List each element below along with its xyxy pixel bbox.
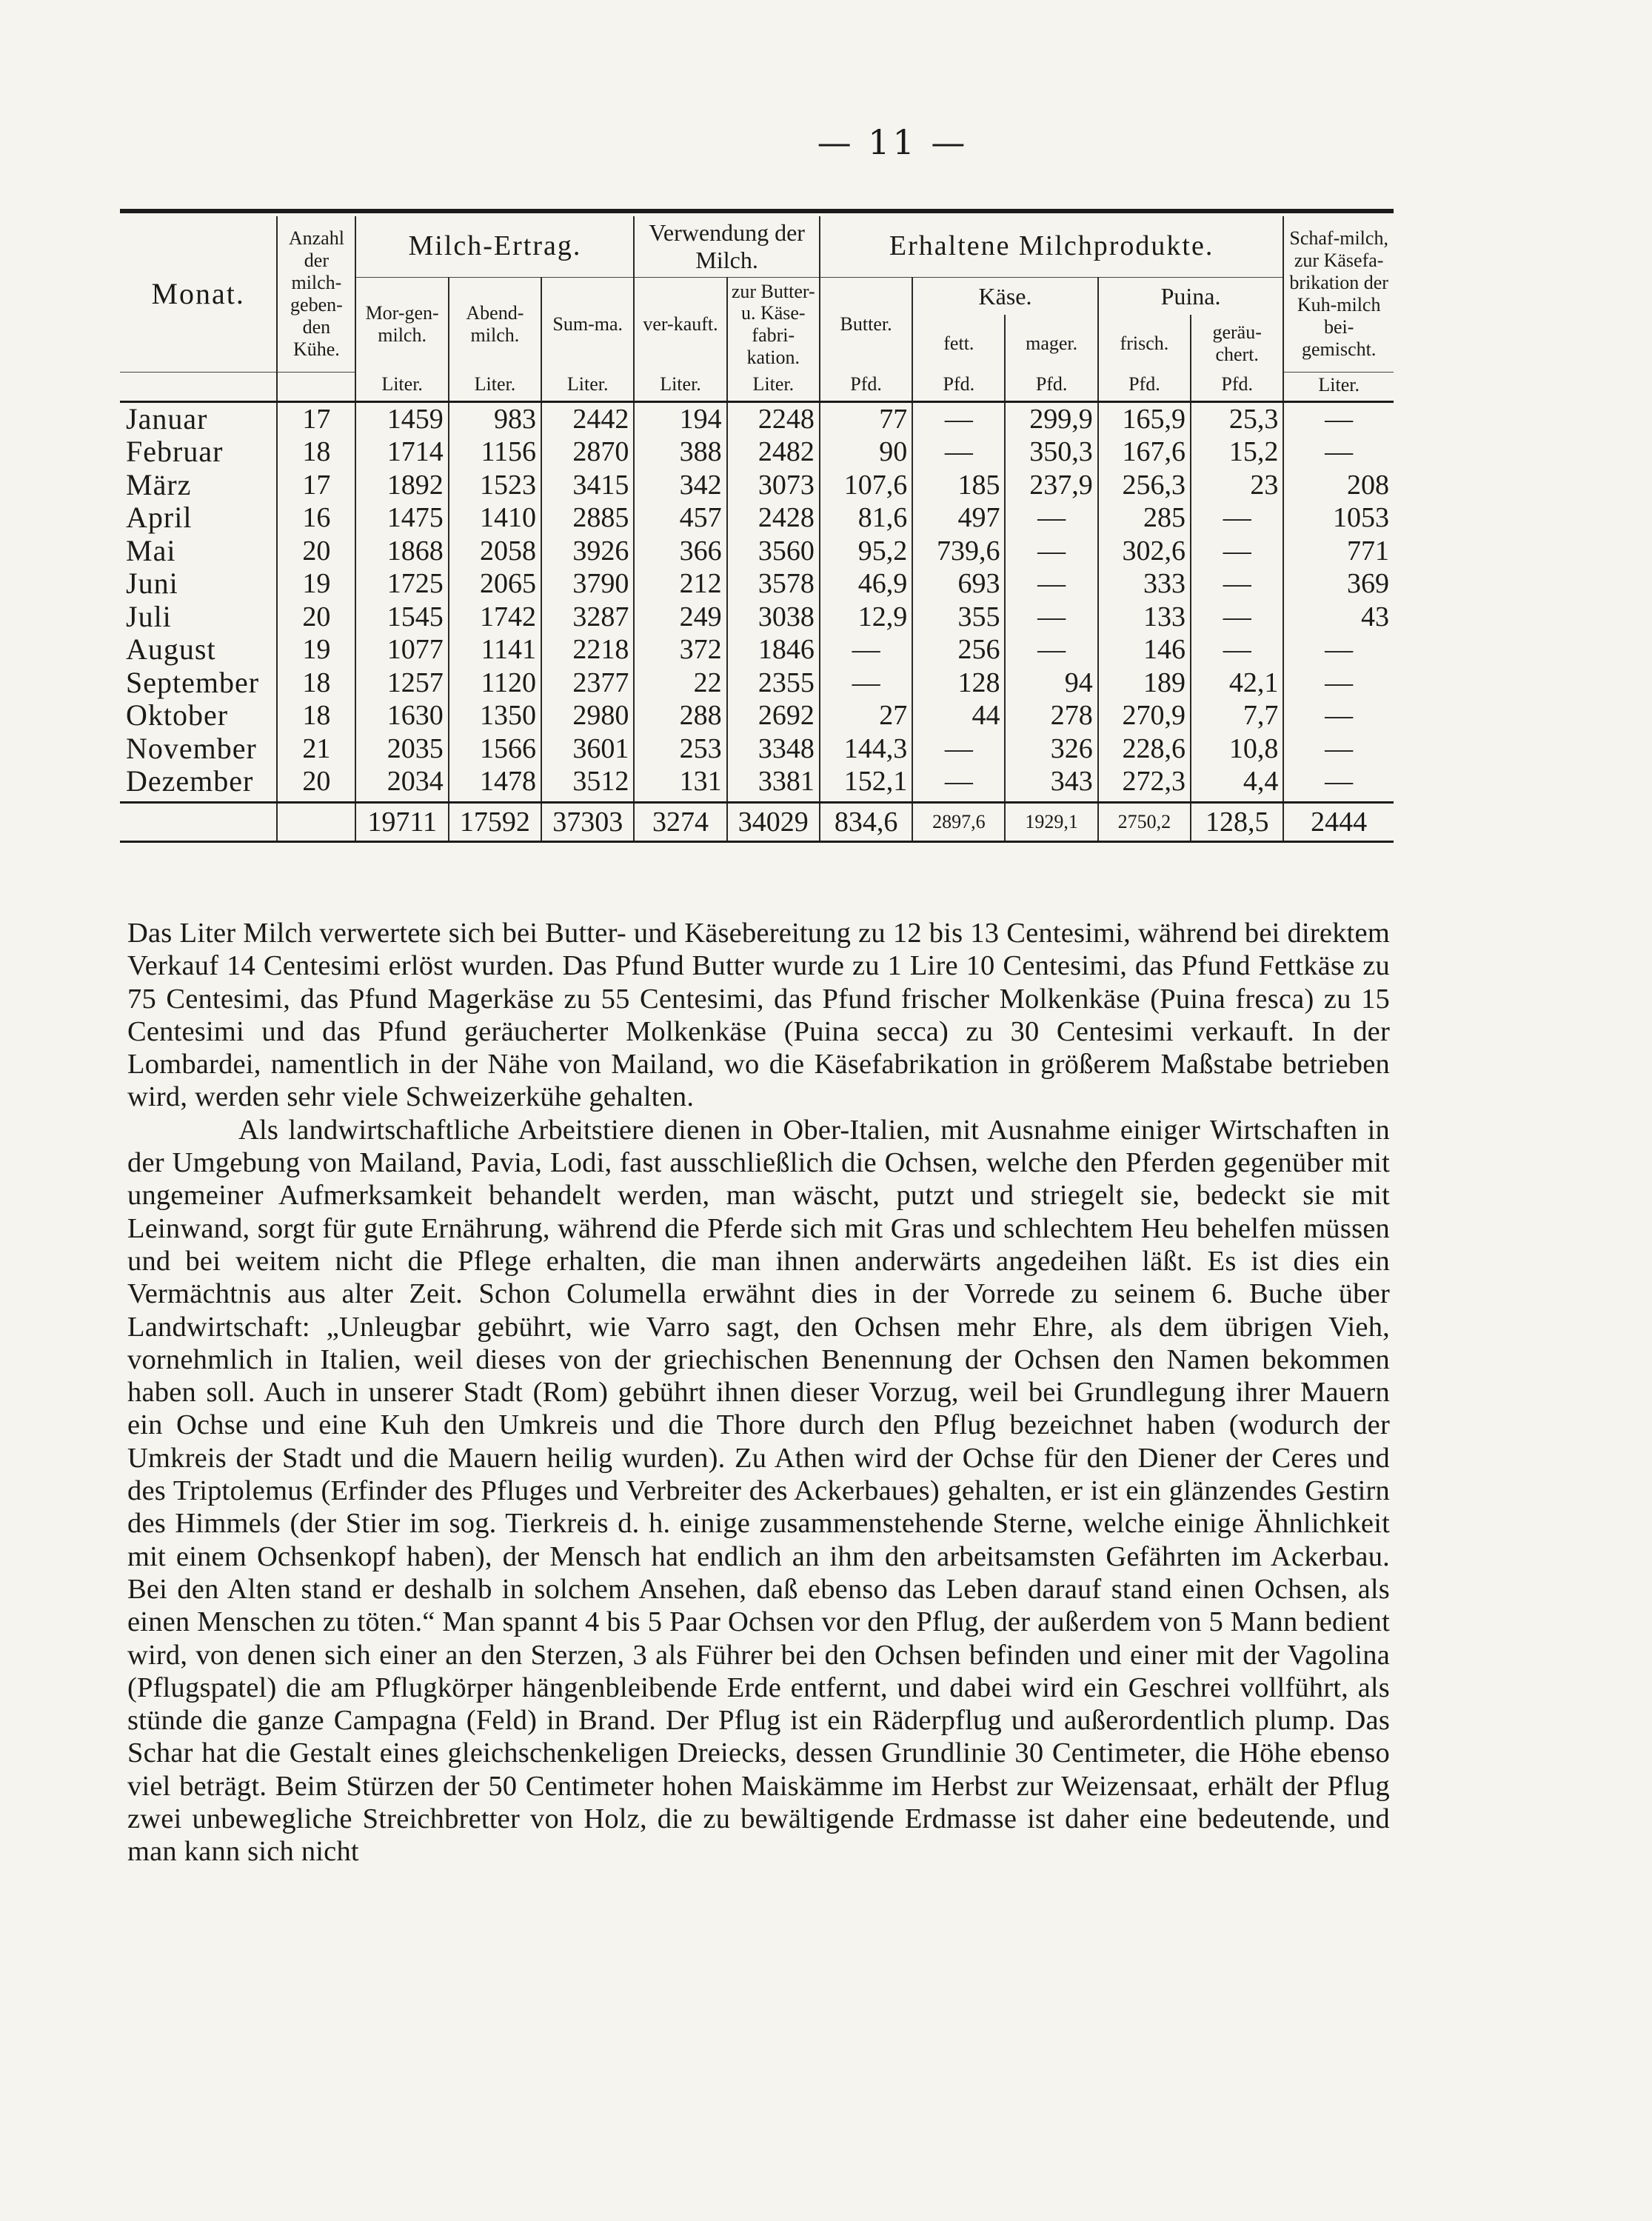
- cell-morgen: 1725: [355, 567, 448, 601]
- body-text: [127, 917, 1390, 1868]
- header-morgenmilch: Mor-gen-milch.: [355, 277, 448, 372]
- cell-geraeuchert: 25,3: [1191, 401, 1283, 435]
- cell-frisch: 167,6: [1098, 435, 1191, 469]
- cell-morgen: 1077: [355, 633, 448, 667]
- header-abendmilch: Abend-milch.: [449, 277, 541, 372]
- unit-zur-butter: Liter.: [727, 372, 820, 401]
- cell-geraeuchert: —: [1191, 535, 1283, 568]
- cell-monat: Juli: [126, 599, 172, 633]
- cell-frisch: 228,6: [1098, 732, 1191, 766]
- cell-butter-kaese: 2482: [727, 435, 820, 469]
- table-row: [120, 667, 1394, 700]
- table-row: [120, 732, 1394, 766]
- cell-butter-kaese: 2248: [727, 401, 820, 435]
- milk-production-table: [120, 216, 1394, 843]
- header-schafmilch: Schaf-milch, zur Käsefa-brikation der Kuh-milch bei-gemischt.: [1283, 216, 1394, 372]
- cell-frisch: 256,3: [1098, 469, 1191, 502]
- cell-summa: 2885: [541, 501, 634, 535]
- cell-frisch: 302,6: [1098, 535, 1191, 568]
- cell-kuehe: 20: [277, 535, 355, 568]
- cell-verkauft: 372: [634, 633, 726, 667]
- cell-monat: März: [126, 467, 192, 501]
- cell-frisch: 285: [1098, 501, 1191, 535]
- cell-geraeuchert: 7,7: [1191, 699, 1283, 732]
- cell-fett: 44: [912, 699, 1005, 732]
- header-fett: fett.: [912, 315, 1005, 372]
- cell-frisch: 133: [1098, 601, 1191, 634]
- cell-summa: 3601: [541, 732, 634, 766]
- cell-kuehe: 19: [277, 567, 355, 601]
- cell-verkauft: 253: [634, 732, 726, 766]
- cell-abend: 1742: [449, 601, 541, 634]
- table-body: [120, 401, 1394, 802]
- cell-abend: 1350: [449, 699, 541, 732]
- unit-abend: Liter.: [449, 372, 541, 401]
- cell-fett: 128: [912, 667, 1005, 700]
- cell-frisch: 270,9: [1098, 699, 1191, 732]
- cell-abend: 1141: [449, 633, 541, 667]
- header-milch-ertrag: Milch-Ertrag.: [355, 216, 634, 277]
- cell-morgen: 2034: [355, 765, 448, 802]
- cell-monat: Februar: [126, 435, 224, 469]
- cell-verkauft: 249: [634, 601, 726, 634]
- cell-verkauft: 22: [634, 667, 726, 700]
- cell-monat: April: [126, 501, 193, 535]
- table-row: [120, 401, 1394, 435]
- cell-mager: 237,9: [1005, 469, 1097, 502]
- table-row: [120, 469, 1394, 502]
- cell-butter: 90: [820, 435, 912, 469]
- cell-verkauft: 131: [634, 765, 726, 802]
- cell-butter-kaese: 3348: [727, 732, 820, 766]
- cell-butter: 27: [820, 699, 912, 732]
- cell-fett: 355: [912, 601, 1005, 634]
- cell-geraeuchert: 23: [1191, 469, 1283, 502]
- table-row: [120, 535, 1394, 568]
- table-row: [120, 601, 1394, 634]
- total-butter: 834,6: [820, 802, 912, 841]
- cell-abend: 1410: [449, 501, 541, 535]
- cell-monat: Mai: [126, 533, 176, 567]
- cell-morgen: 1868: [355, 535, 448, 568]
- cell-mager: 350,3: [1005, 435, 1097, 469]
- total-verkauft: 3274: [634, 802, 726, 841]
- cell-kuehe: 18: [277, 699, 355, 732]
- cell-schaf: —: [1283, 401, 1394, 435]
- cell-monat: November: [126, 731, 257, 765]
- totals-row: [120, 802, 1394, 841]
- cell-butter-kaese: 2428: [727, 501, 820, 535]
- cell-schaf: —: [1283, 699, 1394, 732]
- table-row: [120, 435, 1394, 469]
- cell-schaf: —: [1283, 732, 1394, 766]
- total-frisch: 2750,2: [1098, 802, 1191, 841]
- unit-geraeuchert: Pfd.: [1191, 372, 1283, 401]
- cell-geraeuchert: —: [1191, 501, 1283, 535]
- cell-morgen: 1630: [355, 699, 448, 732]
- header-butter: Butter.: [820, 277, 912, 372]
- total-mager: 1929,1: [1005, 802, 1097, 841]
- total-schaf: 2444: [1283, 802, 1394, 841]
- cell-mager: —: [1005, 501, 1097, 535]
- unit-morgen: Liter.: [355, 372, 448, 401]
- cell-morgen: 2035: [355, 732, 448, 766]
- top-rule: [120, 209, 1394, 213]
- cell-abend: 1156: [449, 435, 541, 469]
- cell-kuehe: 18: [277, 435, 355, 469]
- cell-butter: 81,6: [820, 501, 912, 535]
- cell-morgen: 1459: [355, 401, 448, 435]
- cell-butter-kaese: 3578: [727, 567, 820, 601]
- cell-schaf: 771: [1283, 535, 1394, 568]
- header-kaese: Käse.: [912, 277, 1098, 315]
- cell-butter-kaese: 3073: [727, 469, 820, 502]
- cell-geraeuchert: 42,1: [1191, 667, 1283, 700]
- cell-verkauft: 388: [634, 435, 726, 469]
- cell-schaf: —: [1283, 765, 1394, 802]
- cell-frisch: 165,9: [1098, 401, 1191, 435]
- header-summa: Sum-ma.: [541, 277, 634, 372]
- cell-geraeuchert: —: [1191, 567, 1283, 601]
- cell-frisch: 189: [1098, 667, 1191, 700]
- cell-abend: 983: [449, 401, 541, 435]
- header-anzahl-kuehe: Anzahl der milch-geben-den Kühe.: [277, 216, 355, 372]
- unit-schaf: Liter.: [1283, 372, 1394, 401]
- header-monat: Monat.: [120, 216, 277, 372]
- cell-kuehe: 19: [277, 633, 355, 667]
- cell-summa: 3790: [541, 567, 634, 601]
- total-butter-kaese: 34029: [727, 802, 820, 841]
- header-verkauft: ver-kauft.: [634, 277, 726, 372]
- cell-kuehe: 17: [277, 401, 355, 435]
- cell-verkauft: 366: [634, 535, 726, 568]
- cell-abend: 2058: [449, 535, 541, 568]
- cell-verkauft: 342: [634, 469, 726, 502]
- cell-schaf: —: [1283, 435, 1394, 469]
- cell-schaf: —: [1283, 667, 1394, 700]
- total-fett: 2897,6: [912, 802, 1005, 841]
- cell-verkauft: 288: [634, 699, 726, 732]
- cell-butter: —: [820, 667, 912, 700]
- cell-fett: 256: [912, 633, 1005, 667]
- cell-verkauft: 194: [634, 401, 726, 435]
- cell-summa: 3512: [541, 765, 634, 802]
- cell-verkauft: 212: [634, 567, 726, 601]
- cell-butter-kaese: 2355: [727, 667, 820, 700]
- header-zur-butter-kaese: zur Butter- u. Käse-fabri-kation.: [727, 277, 820, 372]
- cell-frisch: 146: [1098, 633, 1191, 667]
- cell-monat: Oktober: [126, 698, 229, 732]
- total-morgen: 19711: [355, 802, 448, 841]
- cell-butter: 46,9: [820, 567, 912, 601]
- cell-kuehe: 16: [277, 501, 355, 535]
- header-verwendung: Verwendung der Milch.: [634, 216, 820, 277]
- cell-fett: 185: [912, 469, 1005, 502]
- cell-monat: September: [126, 665, 260, 699]
- cell-butter-kaese: 2692: [727, 699, 820, 732]
- cell-fett: —: [912, 732, 1005, 766]
- cell-summa: 2218: [541, 633, 634, 667]
- cell-summa: 3415: [541, 469, 634, 502]
- cell-monat: Januar: [126, 401, 208, 435]
- cell-geraeuchert: —: [1191, 633, 1283, 667]
- cell-mager: 278: [1005, 699, 1097, 732]
- total-summa: 37303: [541, 802, 634, 841]
- cell-mager: —: [1005, 535, 1097, 568]
- cell-summa: 3287: [541, 601, 634, 634]
- cell-summa: 3926: [541, 535, 634, 568]
- cell-fett: 497: [912, 501, 1005, 535]
- header-geraeuchert: geräu-chert.: [1191, 315, 1283, 372]
- table-row: [120, 633, 1394, 667]
- cell-verkauft: 457: [634, 501, 726, 535]
- total-abend: 17592: [449, 802, 541, 841]
- cell-butter: —: [820, 633, 912, 667]
- header-puina: Puina.: [1098, 277, 1284, 315]
- cell-mager: —: [1005, 633, 1097, 667]
- cell-mager: 94: [1005, 667, 1097, 700]
- unit-fett: Pfd.: [912, 372, 1005, 401]
- paragraph: Das Liter Milch verwertete sich bei Butter- und Käsebereitung zu 12 bis 13 Centesimi, während bei direktem Verkauf 14 Centesimi erlöst wurden. Das Pfund Butter wurde zu 1 Lire 10 Centesimi, das Pfund Fettkäse zu 75 Centesimi, das Pfund Magerkäse zu 55 Centesimi, das Pfund frischer Molkenkäse (Puina fresca) zu 15 Centesimi und das Pfund geräucherter Molkenkäse (Puina secca) zu 30 Centesimi verkauft. In der Lombardei, namentlich in der Nähe von Mailand, wo die Käsefabrikation in größerem Maßstabe betrieben wird, werden sehr viele Schweizerkühe gehalten.: [127, 918, 1390, 1113]
- cell-butter: 12,9: [820, 601, 912, 634]
- table-row: [120, 699, 1394, 732]
- cell-butter: 107,6: [820, 469, 912, 502]
- cell-kuehe: 17: [277, 469, 355, 502]
- cell-mager: —: [1005, 601, 1097, 634]
- cell-kuehe: 20: [277, 601, 355, 634]
- cell-butter-kaese: 3560: [727, 535, 820, 568]
- page-number: — 11 —: [817, 122, 969, 162]
- cell-frisch: 333: [1098, 567, 1191, 601]
- cell-schaf: 1053: [1283, 501, 1394, 535]
- cell-mager: —: [1005, 567, 1097, 601]
- header-erhaltene-milchprodukte: Erhaltene Milchprodukte.: [820, 216, 1283, 277]
- cell-summa: 2980: [541, 699, 634, 732]
- cell-schaf: 208: [1283, 469, 1394, 502]
- cell-schaf: —: [1283, 633, 1394, 667]
- cell-butter-kaese: 3038: [727, 601, 820, 634]
- cell-butter-kaese: 3381: [727, 765, 820, 802]
- cell-geraeuchert: 15,2: [1191, 435, 1283, 469]
- cell-morgen: 1475: [355, 501, 448, 535]
- cell-fett: 693: [912, 567, 1005, 601]
- cell-schaf: 43: [1283, 601, 1394, 634]
- table-row: [120, 765, 1394, 802]
- cell-abend: 1566: [449, 732, 541, 766]
- unit-frisch: Pfd.: [1098, 372, 1191, 401]
- cell-geraeuchert: —: [1191, 601, 1283, 634]
- cell-kuehe: 18: [277, 667, 355, 700]
- cell-butter: 95,2: [820, 535, 912, 568]
- table-row: [120, 501, 1394, 535]
- cell-abend: 1523: [449, 469, 541, 502]
- unit-butter: Pfd.: [820, 372, 912, 401]
- cell-kuehe: 21: [277, 732, 355, 766]
- cell-butter: 152,1: [820, 765, 912, 802]
- cell-fett: —: [912, 401, 1005, 435]
- header-frisch: frisch.: [1098, 315, 1191, 372]
- cell-mager: 343: [1005, 765, 1097, 802]
- paragraph: Als landwirtschaftliche Arbeitstiere dienen in Ober-Italien, mit Ausnahme einiger Wirtschaften in der Umgebung von Mailand, Pavia, Lodi, fast ausschließlich die Ochsen, welche den Pferden gegenüber mit ungemeiner Aufmerksamkeit behandelt werden, man wäscht, putzt und striegelt sie, bedeckt sie mit Leinwand, sorgt für gute Ernährung, während die Pferde sich mit Gras und schlechtem Heu behelfen müssen und bei weitem nicht die Pflege erhalten, die man ihnen anderwärts angedeihen läßt. Es ist dies ein Vermächtnis aus alter Zeit. Schon Columella erwähnt dies in der Vorrede zu seinem 6. Buche über Landwirtschaft: „Unleugbar gebührt, wie Varro sagt, den Ochsen mehr Ehre, als dem übrigen Vieh, vornehmlich in Italien, weil dieses von der griechischen Benennung der Ochsen den Namen bekommen haben soll. Auch in unserer Stadt (Rom) gebührt ihnen dieser Vorzug, weil bei Grundlegung ihrer Mauern ein Ochse und eine Kuh den Umkreis und die Thore durch den Pflug bezeichnet haben (wodurch der Umkreis der Stadt und die Mauern heilig wurden). Zu Athen wird der Ochse für den Diener der Ceres und des Triptolemus (Erfinder des Pfluges und Verbreiter des Ackerbaues) gehalten, er ist ein glänzendes Gestirn des Himmels (der Stier im sog. Tierkreis d. h. einige zusammenstehende Sterne, welche einige Ähnlichkeit mit einem Ochsenkopf haben), der Mensch hat endlich an ihm den arbeitsamsten Gefährten im Ackerbau. Bei den Alten stand er deshalb in solchem Ansehen, daß ebenso das Leben darauf stand einen Ochsen, als einen Menschen zu töten.“ Man spannt 4 bis 5 Paar Ochsen vor den Pflug, der außerdem von 5 Mann bedient wird, von denen sich einer an den Sterzen, 3 als Führer bei den Ochsen befinden und einer mit der Vagolina (Pflugspatel) die am Pflugkörper hängenbleibende Erde entfernt, und dabei wird ein Geschrei vollführt, als stünde die ganze Campagna (Feld) in Brand. Der Pflug ist ein Räderpflug und außerordentlich plump. Das Schar hat die Gestalt eines gleichschenkeligen Dreiecks, dessen Grundlinie 30 Centimeter, die Höhe ebenso viel beträgt. Beim Stürzen der 50 Centimeter hohen Maiskämme im Herbst zur Weizensaat, erhält der Pflug zwei unbewegliche Streichbretter von Holz, die zu bewältigende Erdmasse ist daher eine bedeutende, und man kann sich nicht: [127, 1114, 1390, 1868]
- cell-monat: Juni: [126, 567, 178, 601]
- cell-mager: 299,9: [1005, 401, 1097, 435]
- cell-kuehe: 20: [277, 765, 355, 802]
- cell-geraeuchert: 4,4: [1191, 765, 1283, 802]
- cell-morgen: 1714: [355, 435, 448, 469]
- unit-verkauft: Liter.: [634, 372, 726, 401]
- unit-summa: Liter.: [541, 372, 634, 401]
- cell-abend: 1120: [449, 667, 541, 700]
- total-geraeuchert: 128,5: [1191, 802, 1283, 841]
- cell-mager: 326: [1005, 732, 1097, 766]
- header-mager: mager.: [1005, 315, 1097, 372]
- cell-frisch: 272,3: [1098, 765, 1191, 802]
- cell-monat: Dezember: [126, 764, 254, 798]
- cell-butter-kaese: 1846: [727, 633, 820, 667]
- cell-geraeuchert: 10,8: [1191, 732, 1283, 766]
- unit-mager: Pfd.: [1005, 372, 1097, 401]
- cell-abend: 1478: [449, 765, 541, 802]
- cell-morgen: 1892: [355, 469, 448, 502]
- cell-summa: 2442: [541, 401, 634, 435]
- cell-butter: 144,3: [820, 732, 912, 766]
- cell-abend: 2065: [449, 567, 541, 601]
- cell-fett: 739,6: [912, 535, 1005, 568]
- cell-summa: 2377: [541, 667, 634, 700]
- cell-fett: —: [912, 765, 1005, 802]
- cell-summa: 2870: [541, 435, 634, 469]
- cell-fett: —: [912, 435, 1005, 469]
- table-row: [120, 567, 1394, 601]
- cell-schaf: 369: [1283, 567, 1394, 601]
- cell-morgen: 1545: [355, 601, 448, 634]
- cell-butter: 77: [820, 401, 912, 435]
- cell-monat: August: [126, 632, 216, 667]
- cell-morgen: 1257: [355, 667, 448, 700]
